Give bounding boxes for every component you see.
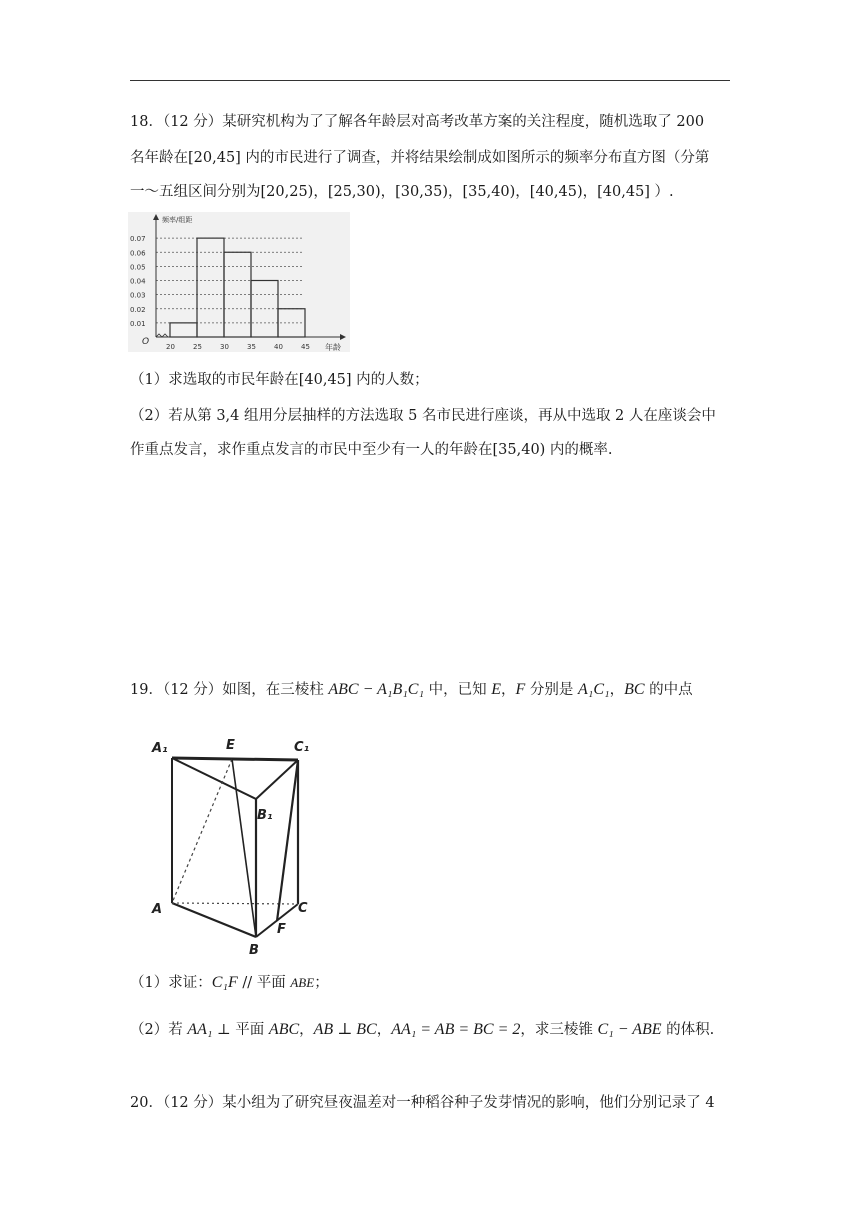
q18-part-2-line-1: （2）若从第 3,4 组用分层抽样的方法选取 5 名市民进行座谈，再从中选取 2 人在座谈会中 xyxy=(130,408,716,424)
plane-abc: ABC xyxy=(268,1021,300,1038)
x-tick-label: 30 xyxy=(220,343,229,351)
label-b1: B₁ xyxy=(257,808,273,823)
prism-figure xyxy=(140,732,340,962)
y-tick-label: 0.02 xyxy=(130,305,146,314)
x-axis-label: 年龄 xyxy=(325,343,341,352)
header-rule xyxy=(130,80,730,81)
edge-b1c1 xyxy=(256,760,298,799)
plane-abe: ABE xyxy=(290,975,315,990)
edge-a1b1 xyxy=(172,758,256,799)
label-c: C xyxy=(298,901,308,916)
y-axis-label: 频率/组距 xyxy=(162,216,193,224)
y-tick-label: 0.07 xyxy=(130,235,146,244)
point-e: E xyxy=(491,681,502,698)
aa1-expr: AA₁ xyxy=(187,1021,213,1038)
label-b: B xyxy=(249,943,259,958)
q20-line-1: 20．（12 分）某小组为了研究昼夜温差对一种稻谷种子发芽情况的影响，他们分别记录了 4 xyxy=(130,1095,715,1111)
segment-bc: BC xyxy=(624,681,645,698)
q19-part2-d: ， xyxy=(376,1022,392,1038)
edge-a1c1 xyxy=(172,758,298,760)
point-f: F xyxy=(515,681,526,698)
q19-sep-2: ， xyxy=(609,682,625,698)
q19-intro-b: 中，已知 xyxy=(428,682,487,698)
x-tick-label: 35 xyxy=(247,343,256,351)
y-tick-label: 0.01 xyxy=(130,319,146,328)
prism-expr: ABC − A₁B₁C₁ xyxy=(328,681,425,698)
label-a1: A₁ xyxy=(152,741,168,756)
x-tick-label: 45 xyxy=(301,343,310,351)
q19-part2-f: 的体积. xyxy=(661,1022,715,1038)
pyramid-expr: C₁ − ABE xyxy=(597,1021,662,1038)
q19-sep: ， xyxy=(501,682,516,698)
y-tick-label: 0.06 xyxy=(130,249,146,258)
equal-expr: AA₁ = AB = BC = 2 xyxy=(391,1021,521,1038)
q19-part2-c: ， xyxy=(299,1022,314,1038)
q19-part1-c: ； xyxy=(314,975,329,991)
q19-part2-b: ⊥ 平面 xyxy=(212,1022,269,1038)
segment-ae-hidden xyxy=(172,759,232,903)
q19-part2-e: ，求三棱锥 xyxy=(520,1022,598,1038)
y-tick-label: 0.05 xyxy=(130,263,146,272)
q18-line-3: 一～五组区间分别为[20,25)，[25,30)，[30,35)，[35,40)，[40,45)，[40,45] ）. xyxy=(130,184,674,200)
frequency-histogram xyxy=(128,212,350,352)
segment-c1f xyxy=(277,760,298,921)
q18-part-2-line-2: 作重点发言，求作重点发言的市民中至少有一人的年龄在[35,40) 内的概率. xyxy=(130,442,613,458)
perp-expr: AB ⊥ BC xyxy=(313,1021,377,1038)
x-tick-label: 25 xyxy=(193,343,202,351)
q19-part1-a: （1）求证： xyxy=(130,975,212,991)
segment-a1c1: A₁C₁ xyxy=(578,681,610,698)
q19-intro-a: 19．（12 分）如图，在三棱柱 xyxy=(130,682,324,698)
q19-intro-c: 分别是 xyxy=(529,682,574,698)
label-a: A xyxy=(152,902,163,917)
label-e: E xyxy=(226,738,235,753)
segment-c1f-text: C₁F xyxy=(211,974,238,991)
label-c1: C₁ xyxy=(294,740,310,755)
origin-label: O xyxy=(142,337,150,347)
label-f: F xyxy=(277,922,286,937)
histogram-background xyxy=(128,212,350,352)
y-tick-label: 0.04 xyxy=(130,277,146,286)
q19-intro xyxy=(130,680,740,700)
edge-ab xyxy=(172,903,256,937)
x-tick-label: 20 xyxy=(166,343,175,351)
y-tick-label: 0.03 xyxy=(130,291,146,300)
q19-part-2 xyxy=(130,1020,740,1040)
q19-intro-d: 的中点 xyxy=(649,682,693,698)
segment-be xyxy=(232,759,256,937)
q19-part1-b: // 平面 xyxy=(237,975,291,991)
q19-part2-a: （2）若 xyxy=(130,1022,188,1038)
q18-line-2: 名年龄在[20,45] 内的市民进行了调查，并将结果绘制成如图所示的频率分布直方图（分第 xyxy=(130,150,710,166)
q18-part-1: （1）求选取的市民年龄在[40,45] 内的人数； xyxy=(130,372,429,388)
x-tick-label: 40 xyxy=(274,343,283,351)
q19-part-1 xyxy=(130,973,740,993)
q18-line-1: 18．（12 分）某研究机构为了了解各年龄层对高考改革方案的关注程度，随机选取了 200 xyxy=(130,114,705,130)
